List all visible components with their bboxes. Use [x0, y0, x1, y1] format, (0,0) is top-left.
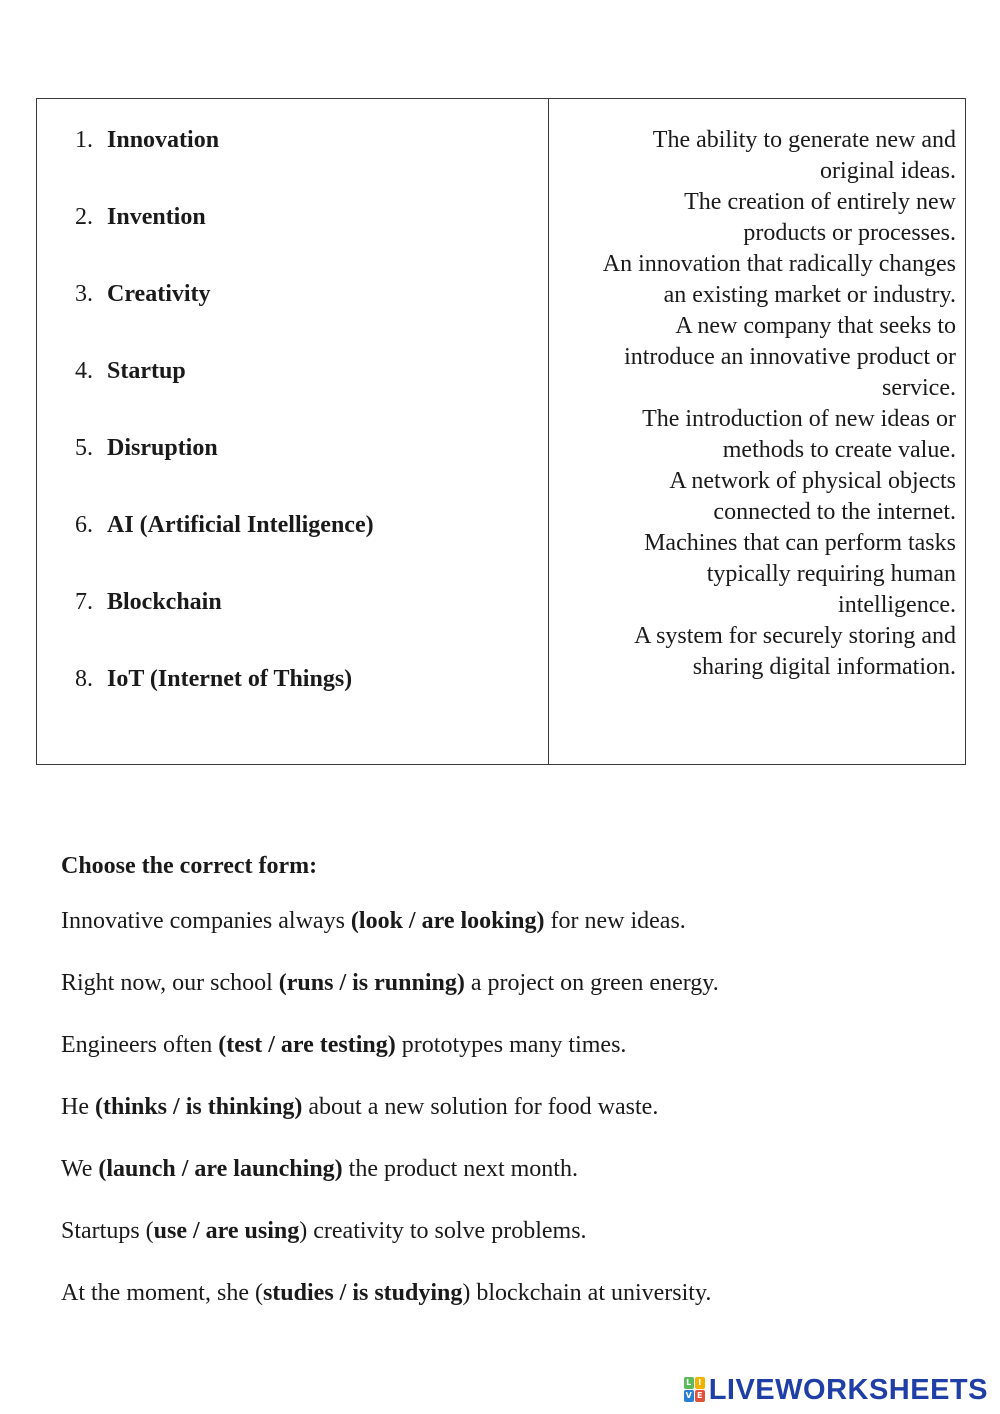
definition-line: Machines that can perform tasks [644, 530, 956, 556]
definition-line: The creation of entirely new [684, 189, 956, 215]
term-word: Blockchain [107, 589, 222, 615]
definition-item [556, 125, 956, 187]
matching-table [36, 98, 966, 765]
sentence-text: the product next month. [342, 1156, 578, 1182]
term-word: Creativity [107, 281, 211, 307]
definition-line: A system for securely storing and [634, 623, 956, 649]
term-number: 7. [75, 589, 93, 615]
term-number: 4. [75, 358, 93, 384]
sentence-text: Right now, our school [61, 970, 279, 996]
logo-text: LIVEWORKSHEETS [708, 1373, 988, 1406]
verb-choice[interactable]: (runs / is running) [278, 970, 465, 996]
verb-choice[interactable]: studies / is studying [262, 1280, 463, 1306]
definition-line: service. [882, 375, 956, 401]
term-word: IoT (Internet of Things) [107, 666, 353, 692]
term-word: Innovation [107, 127, 220, 153]
sentence-text: We [61, 1156, 99, 1182]
sentence-text: ) creativity to solve problems. [299, 1218, 587, 1244]
exercise-sentence [61, 1029, 626, 1061]
definition-item [556, 187, 956, 249]
definition-line: The ability to generate new and [652, 127, 956, 153]
term-item [75, 510, 374, 540]
term-word: Invention [107, 204, 206, 230]
definition-item [556, 466, 956, 528]
definitions-list [556, 125, 956, 683]
sentence-text: Engineers often [61, 1032, 219, 1058]
definition-line: introduce an innovative product or [624, 344, 956, 370]
logo-tile: V [685, 1391, 692, 1400]
term-number: 6. [75, 512, 93, 538]
term-item [75, 202, 206, 232]
definition-item [556, 528, 956, 621]
term-item [75, 356, 186, 386]
term-number: 5. [75, 435, 93, 461]
definitions-column [549, 99, 965, 764]
verb-choice[interactable]: (thinks / is thinking) [94, 1094, 303, 1120]
exercise-sentence [61, 1153, 578, 1185]
verb-choice[interactable]: (look / are looking) [350, 908, 545, 934]
definition-line: A network of physical objects [669, 468, 956, 494]
verb-choice[interactable]: (launch / are launching) [98, 1156, 343, 1182]
definition-item [556, 311, 956, 404]
sentence-text: Startups ( [61, 1218, 154, 1244]
logo-tile: E [695, 1390, 705, 1402]
definition-line: methods to create value. [722, 437, 956, 463]
definition-line: an existing market or industry. [663, 282, 956, 308]
term-word: Disruption [107, 435, 218, 461]
term-number: 3. [75, 281, 93, 307]
exercise-sentence [61, 905, 686, 937]
sentence-text: ) blockchain at university. [462, 1280, 712, 1306]
term-word: AI (Artificial Intelligence) [107, 512, 374, 538]
definition-line: typically requiring human [706, 561, 956, 587]
terms-column [37, 99, 549, 764]
sentence-text: a project on green energy. [464, 970, 719, 996]
sentence-text: about a new solution for food waste. [302, 1094, 659, 1120]
liveworksheets-logo [684, 1372, 988, 1408]
term-item [75, 664, 352, 694]
definition-line: sharing digital information. [692, 654, 956, 680]
term-item [75, 587, 222, 617]
exercise-sentence [61, 1277, 711, 1309]
definition-line: A new company that seeks to [675, 313, 956, 339]
sentence-text: At the moment, she ( [61, 1280, 263, 1306]
term-item [75, 433, 218, 463]
term-item [75, 279, 211, 309]
definition-line: products or processes. [743, 220, 956, 246]
definition-line: connected to the internet. [713, 499, 956, 525]
definition-item [556, 404, 956, 466]
definition-line: original ideas. [820, 158, 956, 184]
verb-choice[interactable]: (test / are testing) [218, 1032, 396, 1058]
exercise-title: Choose the correct form: [61, 853, 318, 879]
sentence-text: for new ideas. [544, 908, 686, 934]
sentence-text: prototypes many times. [395, 1032, 627, 1058]
term-number: 1. [75, 127, 93, 153]
sentence-text: Innovative companies always [61, 908, 351, 934]
term-number: 8. [75, 666, 93, 692]
logo-tile: L [684, 1377, 694, 1389]
choose-form-exercise [61, 848, 961, 1306]
definition-line: An innovation that radically changes [602, 251, 956, 277]
sentence-text: He [61, 1094, 95, 1120]
exercise-sentence [61, 1091, 658, 1123]
definition-item [556, 249, 956, 311]
logo-tile: I [695, 1377, 705, 1389]
term-number: 2. [75, 204, 93, 230]
verb-choice[interactable]: use / are using [153, 1218, 300, 1244]
exercise-sentence [61, 967, 719, 999]
definition-item [556, 621, 956, 683]
term-item [75, 125, 219, 155]
definition-line: intelligence. [838, 592, 956, 618]
definition-line: The introduction of new ideas or [642, 406, 956, 432]
liveworksheets-logo-icon [684, 1377, 706, 1403]
term-word: Startup [107, 358, 186, 384]
exercise-sentence [61, 1215, 587, 1247]
